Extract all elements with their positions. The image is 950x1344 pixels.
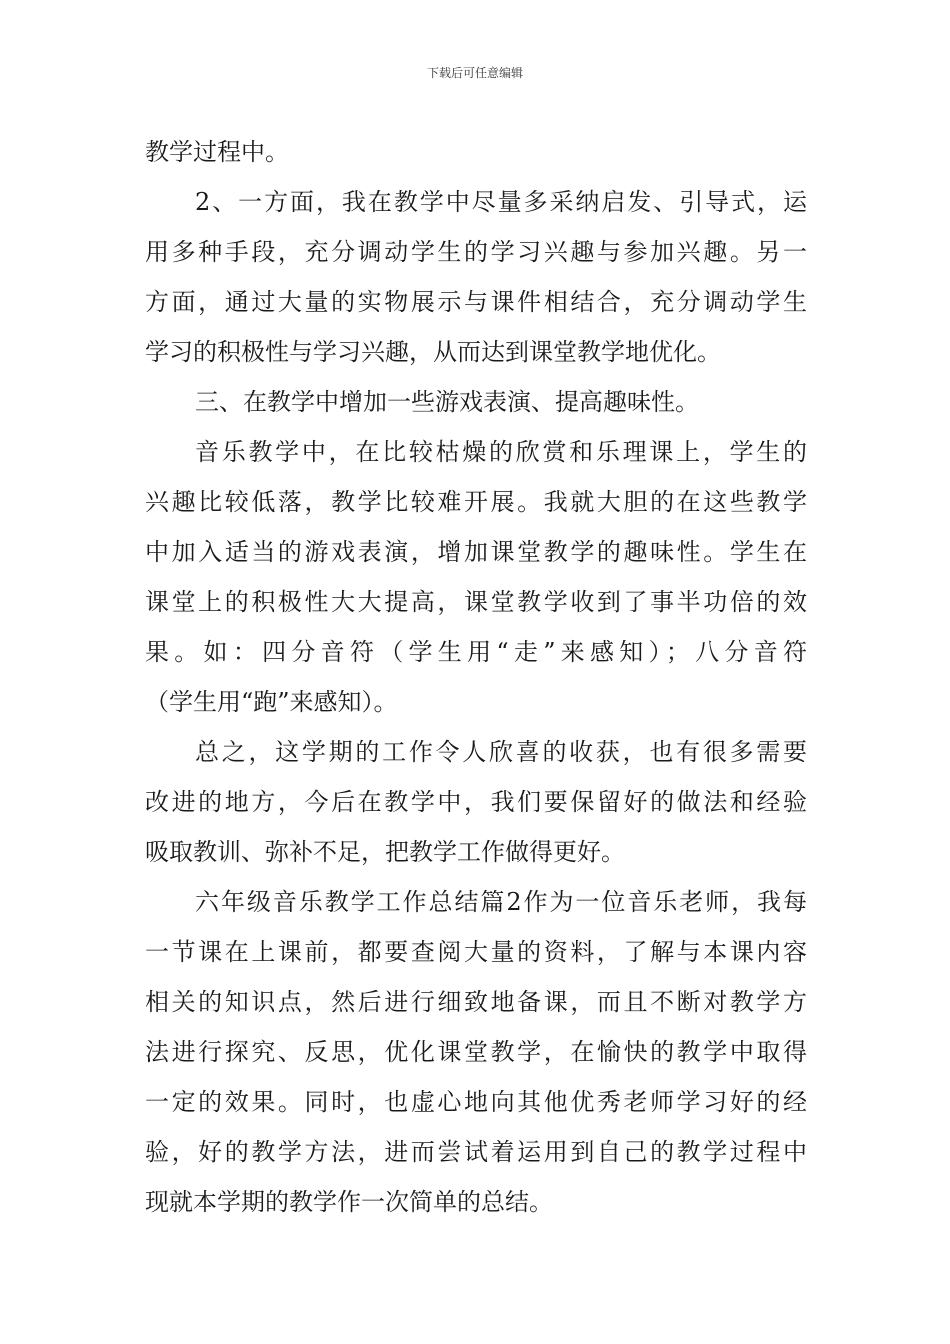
text-line: 2、一方面，我在教学中尽量多采纳启发、引导式，运 bbox=[195, 188, 807, 216]
text-line: 学习的积极性与学习兴趣，从而达到课堂教学地优化。 bbox=[145, 338, 721, 366]
text-line: 音乐教学中，在比较枯燥的欣赏和乐理课上，学生的 bbox=[195, 438, 807, 466]
section-heading: 三、在教学中增加一些游戏表演、提高趣味性。 bbox=[195, 388, 699, 416]
text-line: 总之，这学期的工作令人欣喜的收获，也有很多需要 bbox=[195, 738, 807, 766]
text-line: （学生用“跑”来感知）。 bbox=[145, 688, 398, 716]
text-line: 吸取教训、弥补不足，把教学工作做得更好。 bbox=[145, 838, 625, 866]
text-line: 现就本学期的教学作一次简单的总结。 bbox=[145, 1188, 553, 1216]
text-line: 六年级音乐教学工作总结篇2作为一位音乐老师，我每 bbox=[195, 888, 807, 916]
text-line: 教学过程中。 bbox=[145, 138, 289, 166]
text-line: 方面，通过大量的实物展示与课件相结合，充分调动学生 bbox=[145, 288, 807, 316]
text-line: 一定的效果。同时，也虚心地向其他优秀老师学习好的经 bbox=[145, 1088, 807, 1116]
text-line: 改进的地方，今后在教学中，我们要保留好的做法和经验 bbox=[145, 788, 807, 816]
text-line: 一节课在上课前，都要查阅大量的资料，了解与本课内容 bbox=[145, 938, 807, 966]
text-line: 相关的知识点，然后进行细致地备课，而且不断对教学方 bbox=[145, 988, 807, 1016]
page-header-watermark: 下载后可任意编辑 bbox=[426, 66, 523, 80]
document-body bbox=[145, 127, 807, 1227]
text-line: 验，好的教学方法，进而尝试着运用到自己的教学过程中 bbox=[145, 1138, 807, 1166]
text-line: 课堂上的积极性大大提高，课堂教学收到了事半功倍的效 bbox=[145, 588, 807, 616]
text-line: 用多种手段，充分调动学生的学习兴趣与参加兴趣。另一 bbox=[145, 238, 807, 266]
text-line: 法进行探究、反思，优化课堂教学，在愉快的教学中取得 bbox=[145, 1038, 807, 1066]
text-line: 果。如：四分音符（学生用“走”来感知）；八分音符 bbox=[145, 638, 807, 666]
text-line: 兴趣比较低落，教学比较难开展。我就大胆的在这些教学 bbox=[145, 488, 807, 516]
text-line: 中加入适当的游戏表演，增加课堂教学的趣味性。学生在 bbox=[145, 538, 807, 566]
